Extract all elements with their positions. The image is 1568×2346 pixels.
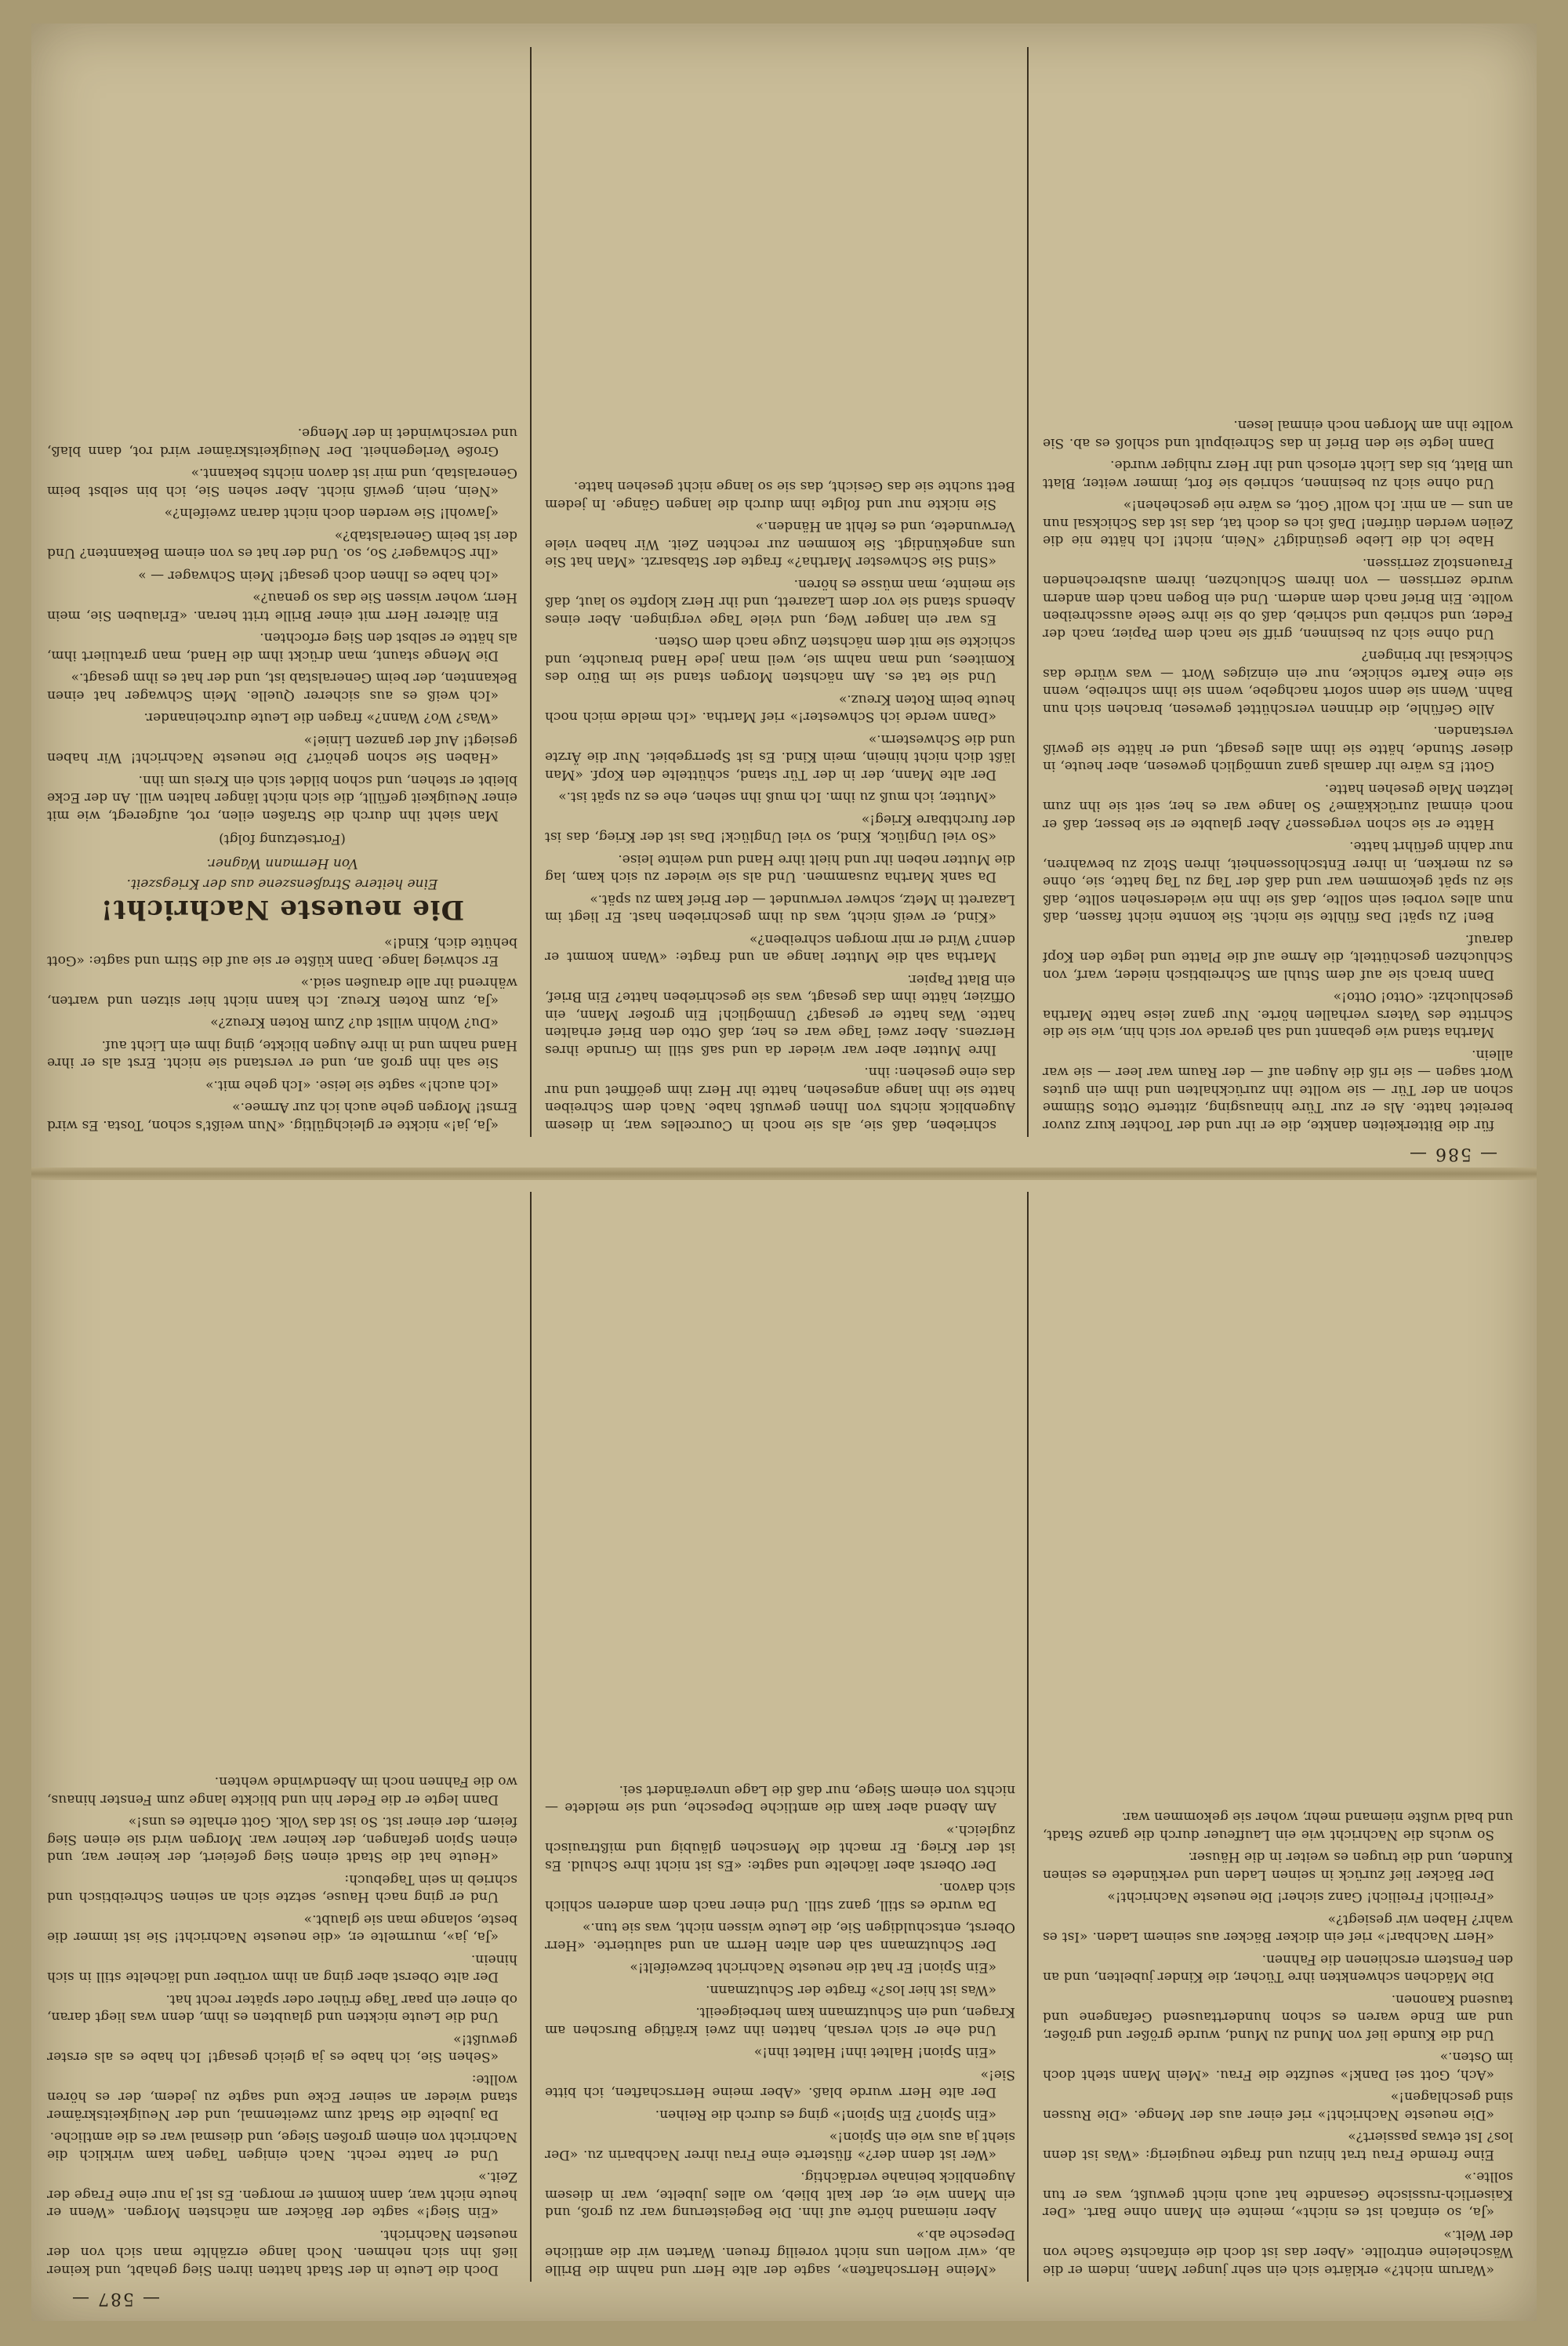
page-587: [39, 1184, 1529, 2313]
paragraph: Die Mädchen schwenkten ihre Tücher, die Kinder jubelten, und an den Fenstern erschienen die Fahnen.: [1043, 1952, 1513, 1985]
paragraph: Und sie tat es. Am nächsten Morgen stand sie im Büro des Komitees, und man nahm sie, weil man jede Hand brauchte, und schickte sie mit dem nächsten Zuge nach dem Osten.: [545, 634, 1015, 685]
paragraph: Ihre Mutter aber war wieder da und saß still im Grunde ihres Herzens. Aber zwei Tage war es her, daß Otto den Brief erhalten hatte. Was hatte er gesagt? Unmöglich! Ein großer Mann, ein Offizier, hätte ihm das gesagt, was sie geschrieben hatte? Ein Brief, ein Blatt Papier.: [545, 971, 1015, 1058]
continuation-note: (Fortsetzung folgt): [219, 831, 346, 848]
paragraph: Er schwieg lange. Dann küßte er sie auf die Stirn und sagte: «Gott behüte dich, Kind!»: [47, 935, 517, 968]
paragraph: Große Verlegenheit. Der Neuigkeitskrämer wird rot, dann blaß, und verschwindet in der Menge.: [47, 425, 517, 459]
page-number: — 586 —: [1408, 1144, 1497, 1164]
article-headline: Die neueste Nachricht!: [100, 894, 465, 925]
paragraph: «Sehen Sie, ich habe es ja gleich gesagt! Ich habe es als erster gewußt!»: [47, 2032, 517, 2065]
column-rule: [530, 47, 532, 1137]
paragraph: Der alte Mann, der in der Tür stand, schüttelte den Kopf. «Man läßt dich nicht hinein, mein Kind. Es ist Sperrgebiet. Nur die Ärzte und die Schwestern.»: [545, 732, 1015, 783]
paragraph: Der alte Herr wurde blaß. «Aber meine Herrschaften, ich bitte Sie!»: [545, 2067, 1015, 2101]
paragraph: «So viel Unglück, Kind, so viel Unglück! Das ist der Krieg, das ist der furchtbare Krieg!»: [545, 812, 1015, 845]
column-3: [47, 52, 517, 1134]
paragraph: So wuchs die Nachricht wie ein Lauffeuer durch die ganze Stadt, und bald wußte niemand mehr, woher sie gekommen war.: [1043, 1809, 1513, 1843]
newspaper-sheet: [31, 24, 1537, 2321]
paragraph: Und er ging nach Hause, setzte sich an seinen Schreibtisch und schrieb in sein Tagebuch:: [47, 1872, 517, 1905]
paragraph: Habe ich die Liebe gesündigt? «Nein, nicht! Ich hätte nie die Zeilen werden dürfen! Daß ich es doch tat, das ist das Schicksal nun an uns — an mir. Ich wollt' Gott, es wäre nie geschehen!»: [1043, 497, 1513, 549]
page-number: — 587 —: [71, 2289, 160, 2308]
paragraph: Alle Gefühle, die drinnen verschüttet gewesen, brachen sich nun Bahn. Wenn sie denn sofort nachgebe, wenn sie ihm schreibe, wenn sie eine Karte schicke, nur ein einziges Wort — was würde das Schicksal ihr bringen?: [1043, 648, 1513, 717]
paragraph: «Was? Wo? Wann?» fragen die Leute durcheinander.: [143, 710, 499, 726]
paragraph: «Ein Sieg!» sagte der Bäcker am nächsten Morgen. «Wenn er heute nicht war, dann kommt er morgen. Es ist ja nur eine Frage der Zeit.»: [47, 2169, 517, 2221]
paragraph: Die Menge staunt, man drückt ihm die Hand, man gratuliert ihm, als hätte er selbst den Sieg erfochten.: [47, 630, 517, 663]
column-2: [545, 52, 1015, 1134]
column-rule: [530, 1192, 532, 2282]
page-586: [39, 39, 1529, 1168]
paragraph: Am Abend aber kam die amtliche Depesche, und sie meldete — nichts von einem Siege, nur daß die Lage unverändert sei.: [545, 1782, 1015, 1816]
column-rule: [1027, 1192, 1029, 2282]
paragraph: Es war ein langer Weg, und viele Tage vergingen. Aber eines Abends stand sie vor dem Lazarett, und ihr Herz klopfte so laut, daß sie meinte, man müsse es hören.: [545, 576, 1015, 627]
paragraph: Hätte er sie schon vergessen? Aber glaubte er sie besser, daß er noch einmal zurückkäme? So lange war es her, seit sie ihn zum letzten Male gesehen hatte.: [1043, 781, 1513, 832]
paragraph: «Heute hat die Stadt einen Sieg gefeiert, der keiner war, und einen Spion gefangen, der keiner war. Morgen wird sie einen Sieg feiern, der einer ist. So ist das Volk. Gott erhalte es uns!»: [47, 1814, 517, 1865]
paragraph: «Die neueste Nachricht!» rief einer aus der Menge. «Die Russen sind geschlagen!»: [1043, 2089, 1513, 2123]
paragraph: Dann legte sie den Brief in das Schreibpult und schloß es ab. Sie wollte ihn am Morgen noch einmal lesen.: [1043, 417, 1513, 451]
paragraph: Man sieht ihn durch die Straßen eilen, rot, aufgeregt, wie mit einer Neuigkeit gefüllt, die sich nicht länger halten will. An der Ecke bleibt er stehen, und schon bildet sich ein Kreis um ihn.: [47, 772, 517, 823]
paragraph: Und er hatte recht. Nach einigen Tagen kam wirklich die Nachricht von einem großen Siege, und diesmal war es die amtliche.: [47, 2129, 517, 2163]
paragraph: «Ein Spion! Haltet ihn! Haltet ihn!»: [753, 2044, 996, 2061]
paragraph: Doch die Leute in der Stadt hatten ihren Sieg gehabt, und keiner ließ ihn sich nehmen. Noch lange erzählte man sich von der neuesten Nachricht.: [47, 2227, 517, 2278]
paragraph: «Ihr Schwager? So, so. Und der hat es von einem Bekannten? Und der ist beim Generalstab?»: [47, 528, 517, 561]
paragraph: «Ich auch!» sagte sie leise. «Ich gehe mit.»: [205, 1077, 499, 1093]
column-3: [47, 1197, 517, 2279]
paragraph: Ben! Zu spät! Das fühlte sie nicht. Sie konnte nicht fassen, daß nun alles vorbei sein sollte, daß sie ihn nie wiedersehen sollte, daß sie zu spät gekommen war und daß der Tag zu Tag hatte, sie, ohne es zu merken, in ihrer Entschlossenheit, ihren Stolz zu bewahren, nur dahin geführt hatte.: [1043, 838, 1513, 925]
paragraph: Ein älterer Herr mit einer Brille tritt heran. «Erlauben Sie, mein Herr, woher wissen Sie das so genau?»: [47, 590, 517, 623]
paragraph: «Warum nicht?» erklärte sich ein sehr junger Mann, indem er die Wäscheleine entrollte. «Aber das ist doch die einfachste Sache von der Welt.»: [1043, 2227, 1513, 2278]
paragraph: «Ein Spion? Ein Spion!» ging es durch die Reihen.: [655, 2107, 996, 2123]
paragraph: Eine fremde Frau trat hinzu und fragte neugierig: «Was ist denn los? Ist etwas passiert?»: [1043, 2129, 1513, 2163]
paragraph: Und ohne sich zu besinnen, schrieb sie fort, immer weiter, Blatt um Blatt, bis das Licht erlosch und ihr Herz ruhiger wurde.: [1043, 457, 1513, 491]
paragraph: Gott! Es wäre ihr damals ganz unmöglich gewesen, aber heute, in dieser Stunde, hätte sie ihm alles gesagt, und er hätte sie gewiß verstanden.: [1043, 723, 1513, 775]
paragraph: «Kind, er weiß nicht, was du ihm geschrieben hast. Er liegt im Lazarett in Metz, schwer verwundet — der Brief kam zu spät.»: [545, 892, 1015, 925]
paragraph: Martha sah die Mutter lange an und fragte: «Wann kommt er denn? Wird er mir morgen schreiben?»: [545, 932, 1015, 965]
paragraph: Der Bäcker lief zurück in seinen Laden und verkündete es seinen Kunden, und die trugen es weiter in die Häuser.: [1043, 1849, 1513, 1883]
paragraph: Martha stand wie gebannt und sah gerade vor sich hin, wie sie die Schritte des Vaters verhallen hörte. Nur ganz leise hatte Martha geschluchzt: «Otto! Otto!»: [1043, 989, 1513, 1040]
paragraph: Und die Leute nickten und glaubten es ihm, denn was liegt daran, ob einer ein paar Tage früher oder später recht hat.: [47, 1992, 517, 2025]
paragraph: Sie sah ihn groß an, und er verstand sie nicht. Erst als er ihre Hand nahm und in ihre Augen blickte, ging ihm ein Licht auf.: [47, 1037, 517, 1071]
paragraph: «Jawohl! Sie werden doch nicht daran zweifeln?»: [164, 505, 499, 521]
paragraph: «Ich habe es Ihnen doch gesagt! Mein Schwager — »: [138, 568, 499, 583]
paragraph: «Ein Spion! Er hat die neueste Nachricht bezweifelt!»: [630, 1959, 996, 1976]
paragraph: Der Schutzmann sah den alten Herrn an und salutierte. «Herr Oberst, entschuldigen Sie, die Leute wissen nicht, was sie tun.»: [545, 1919, 1015, 1953]
paragraph: Und ehe er sich versah, hatten ihn zwei kräftige Burschen am Kragen, und ein Schutzmann kam herbeigeeilt.: [545, 2004, 1015, 2038]
paragraph: «Haben Sie schon gehört? Die neueste Nachricht! Wir haben gesiegt! Auf der ganzen Linie!»: [47, 732, 517, 766]
paragraph: «Dann werde ich Schwester!» rief Martha. «Ich melde mich noch heute beim Roten Kreuz.»: [545, 692, 1015, 725]
paragraph: Der alte Oberst aber ging an ihm vorüber und lächelte still in sich hinein.: [47, 1952, 517, 1985]
column-rule: [1027, 47, 1029, 1137]
paragraph: «Sind Sie Schwester Martha?» fragte der Stabsarzt. «Man hat Sie uns angekündigt. Sie kommen zur rechten Zeit. Wir haben viele Verwundete, und es fehlt an Händen.»: [545, 518, 1015, 570]
paragraph: «Meine Herrschaften», sagte der alte Herr und nahm die Brille ab, «wir wollen uns nicht voreilig freuen. Warten wir die amtliche Depesche ab.»: [545, 2227, 1015, 2278]
paragraph: Da jubelte die Stadt zum zweitenmal, und der Neuigkeitskrämer stand wieder an seiner Ecke und sagte zu jedem, der es hören wollte:: [47, 2072, 517, 2123]
paragraph: «Wer ist denn der?» flüsterte eine Frau ihrer Nachbarin zu. «Der sieht ja aus wie ein Spion!»: [545, 2129, 1015, 2163]
paragraph: Dann brach sie auf dem Stuhl am Schreibtisch nieder, warf, von Schluchzen geschüttelt, die Arme auf die Platte und legte den Kopf darauf.: [1043, 932, 1513, 982]
column-1: [1043, 1197, 1513, 2279]
paragraph: «Freilich! Freilich! Ganz sicher! Die neueste Nachricht!»: [1107, 1889, 1494, 1905]
paragraph: Sie nickte nur und folgte ihm durch die langen Gänge. In jedem Bett suchte sie das Gesicht, das sie so lange nicht gesehen hatte.: [545, 478, 1015, 512]
paragraph: «Ja, ja!» nickte er gleichgültig. «Nun weißt's schon, Tosta. Es wird Ernst! Morgen gehe auch ich zur Armee.»: [47, 1099, 517, 1133]
paragraph: Und die Kunde lief von Mund zu Mund, wurde größer und größer, und am Ende waren es schon hunderttausend Gefangene und tausend Kanonen.: [1043, 1992, 1513, 2043]
paragraph: «Ich weiß es aus sicherer Quelle. Mein Schwager hat einen Bekannten, der beim Generalstab ist, und der hat es ihm gesagt.»: [47, 670, 517, 703]
paragraph: «Herr Nachbar!» rief ein dicker Bäcker aus seinem Laden. «Ist es wahr? Haben wir gesiegt?»: [1043, 1912, 1513, 1945]
rotated-page-frame: [31, 24, 1537, 2321]
paragraph: «Ja, so einfach ist es nicht», meinte ein Mann ohne Bart. «Der Kaiserlich-russische Gesandte hat auch nicht gewußt, was er tun sollte.»: [1043, 2169, 1513, 2221]
column-1: [1043, 52, 1513, 1134]
paragraph: Da wurde es still, ganz still. Und einer nach dem anderen schlich sich davon.: [545, 1879, 1015, 1913]
paragraph: «Du? Wohin willst du? Zum Roten Kreuz?»: [210, 1015, 499, 1031]
paragraph: für die Bitterkeiten dankte, die er ihr und der Tochter kurz zuvor bereitet hatte. Als er zur Türe hinausging, zitterte Ottos Stimme schon an der Tür — sie wollte ihn zurückhalten und ihm ein gutes Wort sagen — sie riß die Augen auf — der Raum war leer — sie war allein.: [1043, 1047, 1513, 1133]
paragraph: «Mutter, ich muß zu ihm. Ich muß ihn sehen, ehe es zu spät ist.»: [558, 789, 996, 805]
paragraph: Der Oberst aber lächelte und sagte: «Es ist nicht ihre Schuld. Es ist der Krieg. Er macht die Menschen gläubig und mißtrauisch zugleich.»: [545, 1822, 1015, 1873]
paragraph: «Ach, Gott sei Dank!» seufzte die Frau. «Mein Mann steht doch im Osten.»: [1043, 2049, 1513, 2083]
paragraph: schrieben, daß sie, als sie noch in Courcelles war, in diesem Augenblick nichts von Ihnen gewußt habe. Nach dem Schreiben hatte sie ihn lange angesehen, hatte ihr Herz ihm geöffnet und nur das eine gesehen: ihn.: [545, 1064, 1015, 1133]
paragraph: Aber niemand hörte auf ihn. Die Begeisterung war zu groß, und ein Mann wie er, der kalt blieb, wo alles jubelte, war in diesem Augenblick beinahe verdächtig.: [545, 2169, 1015, 2221]
paragraph: «Ja, zum Roten Kreuz. Ich kann nicht hier sitzen und warten, während ihr alle draußen seid.»: [47, 975, 517, 1008]
page-fold: [31, 1168, 1537, 1180]
paragraph: «Nein, nein, gewiß nicht. Aber sehen Sie, ich bin selbst beim Generalstab, und mir ist davon nichts bekannt.»: [47, 465, 517, 499]
article-author: Von Hermann Wagner.: [206, 855, 358, 871]
paragraph: Da sank Martha zusammen. Und als sie wieder zu sich kam, lag die Mutter neben ihr und hielt ihre Hand und weinte leise.: [545, 852, 1015, 885]
paragraph: «Ja, ja», murmelte er, «die neueste Nachricht! Sie ist immer die beste, solange man sie glaubt.»: [47, 1912, 517, 1945]
paragraph: Und ohne sich zu besinnen, griff sie nach dem Papier, nach der Feder, und schrieb und schrieb, daß ob sie ihre Seele ausschreiben wollte. Ein Brief nach dem andern. Und ein Bogen nach dem andern wurde zerrissen — von ihrem Schluchzen, ihrem ausbrechenden Frauenstolz zerrissen.: [1043, 555, 1513, 641]
paragraph: «Was ist hier los?» fragte der Schutzmann.: [706, 1982, 996, 1998]
paragraph: Dann legte er die Feder hin und blickte lange zum Fenster hinaus, wo die Fahnen noch im Abendwinde wehten.: [47, 1774, 517, 1807]
article-subtitle: Eine heitere Straßenszene aus der Kriegszeit.: [126, 876, 438, 892]
column-2: [545, 1197, 1015, 2279]
